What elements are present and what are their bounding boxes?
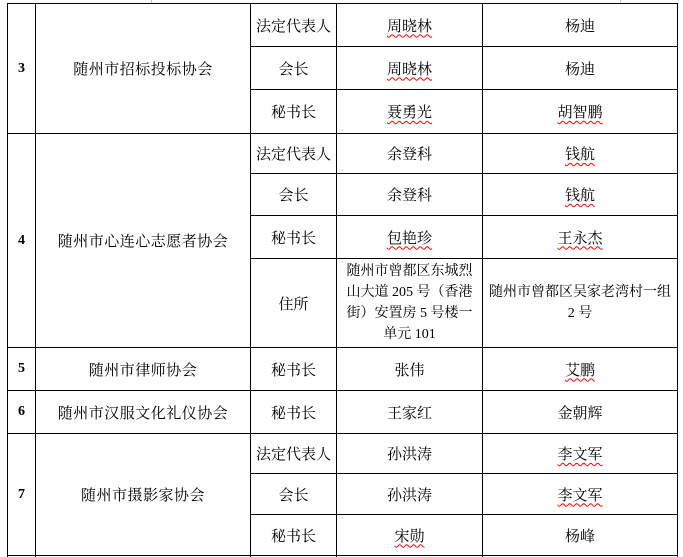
table-row: [8, 391, 678, 434]
value1-cell: 余登科: [337, 174, 483, 216]
value1-cell: 聂勇光: [337, 90, 483, 134]
value2-cell: 艾鹏: [483, 348, 678, 391]
role-cell: 会长: [251, 174, 337, 216]
row-number-cell: 3: [8, 4, 36, 134]
value2-cell: 李文军: [483, 474, 678, 515]
role-cell: 秘书长: [251, 391, 337, 434]
value2-cell: 胡智鹏: [483, 90, 678, 134]
table-row: [8, 134, 678, 174]
value2-cell: 钱航: [483, 134, 678, 174]
value1-cell: 宋勋: [337, 515, 483, 556]
table-row: [8, 434, 678, 474]
role-cell: 秘书长: [251, 348, 337, 391]
role-cell: 法定代表人: [251, 434, 337, 474]
row-number-cell: 4: [8, 134, 36, 348]
value1-cell: 余登科: [337, 134, 483, 174]
value2-cell: 随州市曾都区吴家老湾村一组 2 号: [483, 259, 678, 348]
row-number-cell: 6: [8, 391, 36, 434]
value2-cell: 李文军: [483, 434, 678, 474]
value2-cell: 王永杰: [483, 216, 678, 259]
table-row: [8, 348, 678, 391]
value2-cell: 钱航: [483, 174, 678, 216]
value2-cell: 杨迪: [483, 47, 678, 90]
value1-cell: 孙洪涛: [337, 474, 483, 515]
org-name-cell: 随州市招标投标协会: [36, 4, 251, 134]
associations-registry-table: [7, 3, 678, 557]
value1-cell: 包艳珍: [337, 216, 483, 259]
value1-cell: 周晓林: [337, 4, 483, 47]
role-cell: 住所: [251, 259, 337, 348]
org-name-cell: 随州市摄影家协会: [36, 434, 251, 556]
role-cell: 会长: [251, 474, 337, 515]
row-number-cell: 5: [8, 348, 36, 391]
value2-cell: 金朝辉: [483, 391, 678, 434]
role-cell: 秘书长: [251, 90, 337, 134]
value1-cell: 周晓林: [337, 47, 483, 90]
org-name-cell: 随州市汉服文化礼仪协会: [36, 391, 251, 434]
role-cell: 法定代表人: [251, 134, 337, 174]
org-name-cell: 随州市心连心志愿者协会: [36, 134, 251, 348]
associations-table: [7, 3, 678, 557]
value1-cell: 王家红: [337, 391, 483, 434]
value1-cell: 张伟: [337, 348, 483, 391]
value1-cell: 随州市曾都区东城烈山大道 205 号（香港街）安置房 5 号楼一单元 101: [337, 259, 483, 348]
value2-cell: 杨迪: [483, 4, 678, 47]
role-cell: 会长: [251, 47, 337, 90]
role-cell: 法定代表人: [251, 4, 337, 47]
value1-cell: 孙洪涛: [337, 434, 483, 474]
value2-cell: 杨峰: [483, 515, 678, 556]
row-number-cell: 7: [8, 434, 36, 556]
table-row: [8, 4, 678, 47]
registry-table-body: [8, 4, 678, 557]
org-name-cell: 随州市律师协会: [36, 348, 251, 391]
role-cell: 秘书长: [251, 515, 337, 556]
role-cell: 秘书长: [251, 216, 337, 259]
